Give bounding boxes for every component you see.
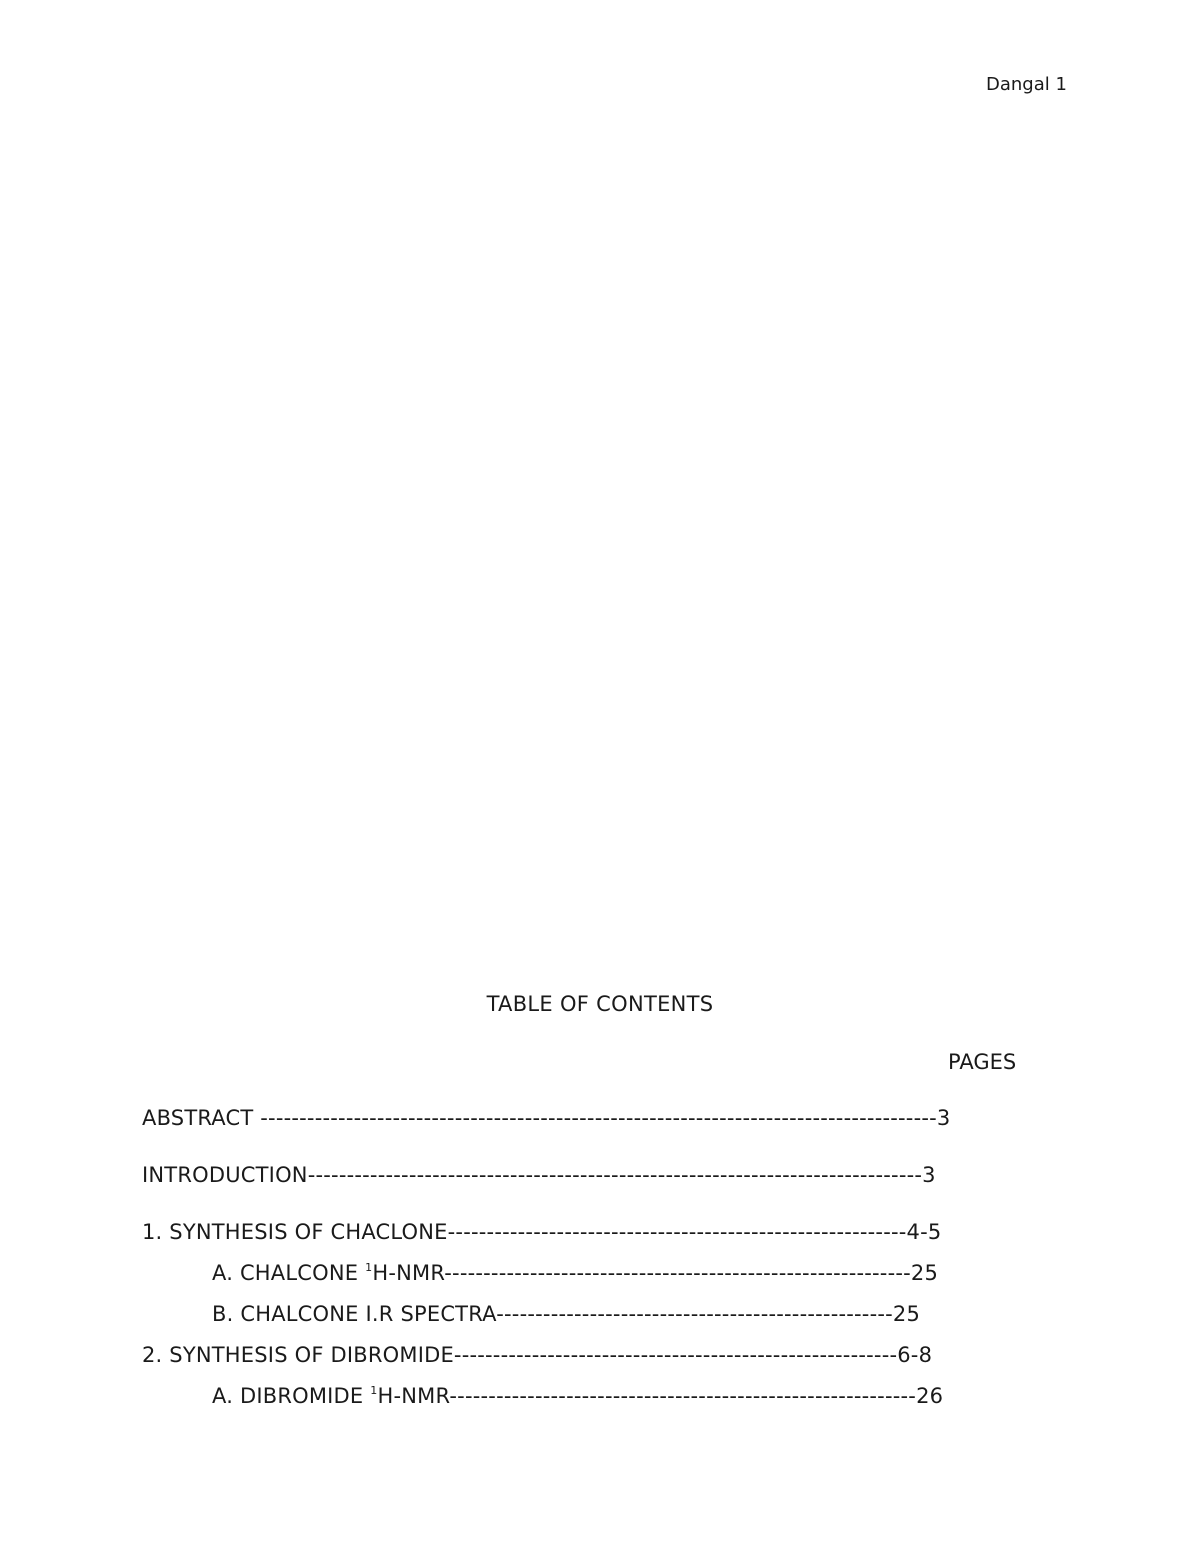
toc-entry-dibromide-hnmr-prefix: A. DIBROMIDE xyxy=(212,1384,371,1408)
toc-entry-introduction: INTRODUCTION-------------------------------------------------------------------------------3 xyxy=(142,1163,936,1187)
toc-entry-synthesis-dibromide: 2. SYNTHESIS OF DIBROMIDE---------------------------------------------------------6-8 xyxy=(142,1343,933,1367)
toc-entry-dibromide-hnmr-suffix: H-NMR------------------------------------------------------------26 xyxy=(377,1384,944,1408)
toc-entry-chalcone-hnmr-prefix: A. CHALCONE xyxy=(212,1261,366,1285)
toc-entry-chalcone-hnmr xyxy=(212,1260,938,1286)
superscript-one: 1 xyxy=(365,1261,373,1274)
toc-entry-abstract: ABSTRACT ---------------------------------------------------------------------------------------3 xyxy=(142,1106,951,1130)
toc-pages-heading: PAGES xyxy=(948,1050,1017,1074)
toc-entry-synthesis-chalcone: 1. SYNTHESIS OF CHACLONE-----------------------------------------------------------4-5 xyxy=(142,1220,942,1244)
toc-title: TABLE OF CONTENTS xyxy=(486,992,714,1016)
toc-entry-dibromide-hnmr xyxy=(212,1383,943,1409)
header-page-number: Dangal 1 xyxy=(986,74,1067,95)
toc-entry-chalcone-ir: B. CHALCONE I.R SPECTRA---------------------------------------------------25 xyxy=(212,1302,921,1326)
toc-entry-chalcone-hnmr-suffix: H-NMR------------------------------------------------------------25 xyxy=(372,1261,939,1285)
superscript-one: 1 xyxy=(370,1384,378,1397)
